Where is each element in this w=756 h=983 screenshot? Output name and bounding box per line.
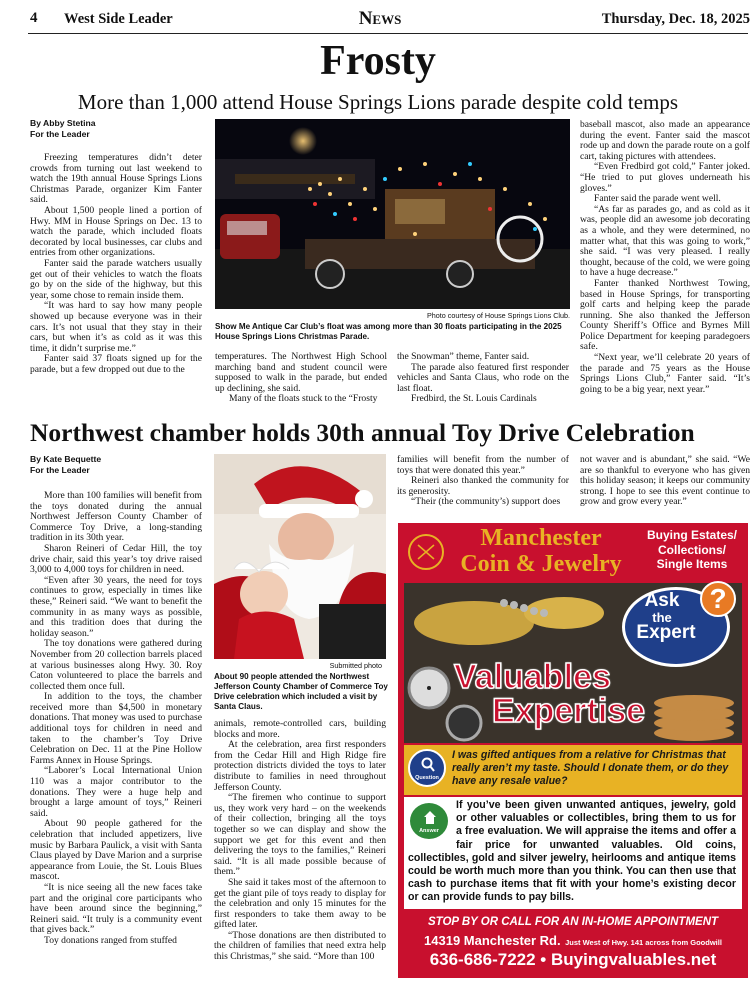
paragraph: “Their (the community’s) support does [411,496,561,508]
story1-col1 [30,118,202,388]
paragraph: “Laborer’s Local International Union 110 was a major contributor to the donations. They were a huge help and brought a large amount of toys,” Reineri said. [30,765,202,819]
paragraph: Many of the floats stuck to the “Frosty [229,393,378,405]
santa-photo [214,454,386,659]
paragraph: “Those donations are then distributed to the children of families that need extra help this Christmas,” she said. “More than 100 [214,929,386,963]
story1-col4 [580,119,750,395]
ad-banner [398,523,748,581]
paragraph: About 90 people gathered for the celebration that included appetizers, live music by Barbara Paulick, a visit with Santa Claus played by Dave Marion and a surprise appearance from Louie, the St. Louis Blues mascot. [30,818,202,883]
house-icon [423,809,437,825]
answer-label: Answer [419,828,439,834]
ad-services [638,528,746,572]
paragraph: Freezing temperatures didn’t deter crowds from turning out last weekend to watch the 19th annual House Springs Lions Christmas Parade, organizer Kim Fanter said. [30,152,202,206]
paragraph: baseball mascot, also made an appearance during the event. Fanter said the mascot rode up and down the parade route on a golf cart, taking pictures with attendees. [580,119,750,162]
story2-byline-role: For the Leader [30,464,90,475]
paragraph: Sharon Reineri of Cedar Hill, the toy drive chair, said this year’s toy drive raised 3,000 to 4,000 toys for children in need. [30,542,202,576]
story2-col2 [214,719,386,979]
paragraph: The toy donations were gathered during November from 20 collection barrels placed at various businesses along Hwy. 30. Roy Caton volunteered to place the barrels and collected them once full. [30,638,202,692]
paragraph: “The firemen who continue to support us, they work very hard – on the weekends of their collection, bringing all the toys together so we can display and show the support we get for this event and then delivering the toys to the families,” Reineri said. “It is all made possible because of them.” [214,792,386,878]
story1-col2 [215,351,387,405]
paragraph: At the celebration, area first responders from the Cedar Hill and High Ridge fire protection districts divided the toys to later distribute to families in need throughout Jefferson County. [214,739,386,793]
issue-date: Thursday, Dec. 18, 2025 [601,11,750,27]
paragraph: About 1,500 people lined a portion of Hwy. MM in House Springs on Dec. 13 to watch the parade, which included floats decorated by local businesses, car clubs and entries from other organizations. [30,204,202,259]
ad-title-line2: Expertise [492,692,646,730]
story2-photo-caption: About 90 people attended the Northwest Jefferson County Chamber of Commerce Toy Drive celebration which included a visit by Santa Claus. [214,672,388,711]
paragraph: Fanter thanked Northwest Towing, based in House Springs, for transporting golf carts and helping keep the parade running. She also thanked the Jefferson County Sheriff’s Office and Byrnes Mill Police Department for keeping paradegoers safe. [580,277,750,353]
story1-photo-credit: Photo courtesy of House Springs Lions Club. [426,311,570,320]
story1-photo-caption: Show Me Antique Car Club’s float was among more than 30 floats participating in the 2025 House Springs Lions Christmas Parade. [215,322,562,341]
paragraph: She said it takes most of the afternoon to get the giant pile of toys ready to display for the celebration and only 15 minutes for the first responders to take them away to be gifted later. [214,876,386,931]
story2-col3 [397,455,569,515]
question-mark-icon: ? [700,581,736,617]
question-icon [408,749,446,787]
story1-subhead: More than 1,000 attend House Springs Lions parade despite cold temps [77,90,679,114]
paragraph: Fanter said 37 floats signed up for the parade, but a few dropped out due to the [30,353,202,375]
parade-photo [215,119,570,309]
bubble-the: the [652,610,672,625]
ad-brand-line1: Manchester [480,525,602,551]
paragraph: Fanter said the parade watchers usually get out of their vehicles to watch the floats go by on the side of the highway, but this year, some chose to remain inside them. [30,257,202,301]
bubble-ask: Ask [644,590,680,611]
ad-question-block [404,745,742,795]
paragraph: animals, remote-controlled cars, building blocks and more. [214,718,386,740]
paragraph: Reineri also thanked the community for its generosity. [397,475,569,497]
ad-cta: STOP BY OR CALL FOR AN IN-HOME APPOINTMENT [427,916,719,928]
story2-byline: By Kate Bequette [30,454,102,464]
paragraph: “Even after 30 years, the need for toys continues to grow, especially in times like these,” Reineri said. “We want to benefit the community in as many ways as possible, and this tradition does that during the holiday season.” [30,574,202,639]
paragraph: More than 100 families will benefit from the toys donated during the annual Northwest Jefferson County Chamber of Commerce Toy Drive, a long-standing tradition in its 30th year. [30,490,202,544]
advertisement[interactable] [398,523,748,978]
bubble-expert: Expert [636,622,696,643]
ad-service: Single Items [656,557,728,571]
ad-title-line1: Valuables [454,658,611,696]
section-title: News [358,8,402,29]
ad-brand-line2: Coin & Jewelry [460,551,622,577]
paragraph: Toy donations ranged from stuffed [44,934,177,946]
ad-contact-line[interactable] [398,949,748,971]
santa-illustration [214,454,386,659]
story1-byline-role: For the Leader [30,128,90,139]
paper-name: West Side Leader [64,11,173,27]
story2-headline: Northwest chamber holds 30th annual Toy Drive Celebration [30,418,695,447]
paragraph: “Next year, we’ll celebrate 20 years of the parade and 75 years as the House Springs Lions Club,” Fanter said. “It’s going to be a big year, next year.” [580,352,750,395]
story2-col4 [580,455,750,515]
magnifier-icon [421,757,435,773]
ad-answer-block [404,797,742,909]
ad-address: 14319 Manchester Rd. [424,933,561,948]
ad-phone[interactable]: 636-686-7222 [429,950,536,969]
ad-answer: If you’ve been given unwanted antiques, jewelry, gold or other valuables or collectibles, bring them to us for a free evaluation. We will appraise the items and offer a fair price for unwanted valuables. Old coins, collectibles, gold and silver jewelry, heirlooms and antique items could be worth much more than you think. You can then use that cash to purchase items that fit with your home’s existing decor or can provide funds to pay bills. [408,799,736,904]
story1-byline: By Abby Stetina [30,118,96,128]
ad-website[interactable]: Buyingvaluables.net [550,950,717,969]
ad-image-area [404,583,742,743]
answer-icon [408,801,450,841]
paragraph: not waver and is abundant,” she said. “We are so thankful to everyone who has given this holiday season; it keeps our community strong. I hope to see this event continue to grow and grow every year.” [580,454,750,508]
header-rule [28,33,748,34]
page-number: 4 [30,10,38,26]
paragraph: families will benefit from the number of toys that were donated this year.” [397,454,569,476]
question-label: Question [415,775,439,781]
paragraph: “As far as parades go, and as cold as it was, people did an awesome job decorating as a whole, and they were determined, no matter what, that this was going to work,” she said. “I was very pleased. I really thought, because of the cold, we were going to have a huge decrease.” [580,203,750,279]
paragraph: “Even Fredbird got cold,” Fanter joked. “He tried to put gloves underneath his gloves.” [580,161,750,194]
ad-address-line [398,932,748,950]
ad-question: I was gifted antiques from a relative for Christmas that really aren’t my taste. Should I donate them, or do they have any resale value? [452,749,729,787]
paragraph: The parade also featured first responder vehicles and Santa Claus, who rode on the last float. [397,361,569,394]
ad-separator: • [540,950,547,969]
story1-headline: Frosty [320,38,436,84]
story2-col1 [30,454,202,979]
ad-service: Collections/ [657,542,726,557]
ad-address-note: Just West of Hwy. 141 across from Goodwill [565,938,722,947]
paragraph: temperatures. The Northwest High School marching band and student council were supposed to walk in the parade, but ended up declining, she said. [215,351,387,394]
paragraph: In addition to the toys, the chamber received more than $4,500 in monetary donations. That money was used to purchase additional toys for children in need and taken to the chamber’s Toy Drive Celebration on Dec. 11 at the Pine Hollow Farms Annex in House Springs. [30,691,202,766]
paragraph: Fanter said the parade went well. [594,193,721,205]
paragraph: “It was hard to say how many people showed up because everyone was in their cars. It’s not usual that they stay in their cars, but when it’s as cold as it was this time, it didn’t surprise me.” [30,300,202,354]
story2-photo-credit: Submitted photo [329,661,382,670]
parade-float-illustration [215,119,570,309]
ad-service: Buying Estates/ [646,528,738,542]
paragraph: the Snowman” theme, Fanter said. [397,351,530,362]
paragraph: “It is nice seeing all the new faces take part and the original core participants who have been around since the beginning,” Reineri said. “It truly is a community event that gives back.” [30,881,202,936]
story1-col3 [397,351,569,405]
paragraph: Fredbird, the St. Louis Cardinals [411,393,537,405]
